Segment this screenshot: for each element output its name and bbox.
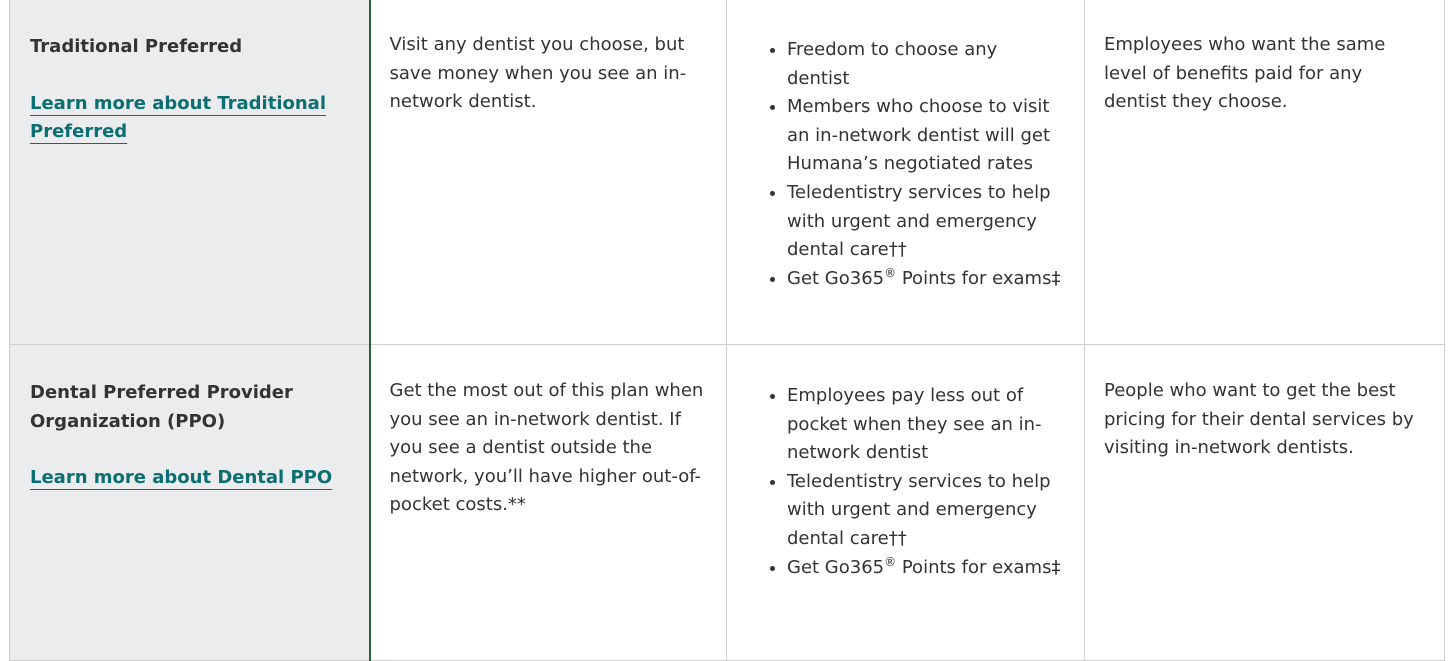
learn-more-dental-ppo-link[interactable]: Learn more about Dental PPO xyxy=(30,467,333,489)
plan-name-cell xyxy=(10,345,370,661)
go365-prefix: Get Go365 xyxy=(787,267,885,289)
feature-item: • Employees pay less out of pocket when they see an in-network dentist xyxy=(787,382,1064,468)
plan-title: Traditional Preferred xyxy=(30,36,243,57)
plan-link-wrapper xyxy=(30,464,349,493)
plan-description: Visit any dentist you choose, but save money when you see an in-network dentist. xyxy=(389,34,687,113)
plan-comparison-table-wrapper xyxy=(9,0,1444,661)
plan-audience-cell xyxy=(1085,0,1445,345)
feature-item: • Freedom to choose any dentist xyxy=(787,36,1064,93)
plan-audience: People who want to get the best pricing for their dental services by visiting in-network dentists. xyxy=(1104,380,1414,459)
go365-suffix: Points for exams‡ xyxy=(896,267,1061,289)
go365-suffix: Points for exams‡ xyxy=(896,556,1061,578)
plan-description-cell xyxy=(370,345,727,661)
plan-name-cell xyxy=(10,0,370,345)
registered-mark: ® xyxy=(884,554,897,569)
plan-features-list xyxy=(727,382,1064,582)
plan-comparison-table xyxy=(9,0,1445,661)
plan-title: Dental Preferred Provider Organization (PPO) xyxy=(30,382,293,432)
go365-prefix: Get Go365 xyxy=(787,556,885,578)
plan-features-list xyxy=(727,36,1064,293)
table-row xyxy=(10,0,1445,345)
plan-features-cell xyxy=(727,0,1085,345)
table-row xyxy=(10,345,1445,661)
feature-item: • Teledentistry services to help with urgent and emergency dental care†† xyxy=(787,468,1064,554)
feature-item-go365 xyxy=(787,265,1064,294)
plan-audience-cell xyxy=(1085,345,1445,661)
feature-item: • Teledentistry services to help with urgent and emergency dental care†† xyxy=(787,179,1064,265)
plan-link-wrapper xyxy=(30,90,349,147)
plan-description: Get the most out of this plan when you see an in-network dentist. If you see a dentist outside the network, you’ll have higher out-of-pocket costs.** xyxy=(389,380,704,516)
plan-description-cell xyxy=(370,0,727,345)
feature-item: • Members who choose to visit an in-network dentist will get Humana’s negotiated rates xyxy=(787,93,1064,179)
plan-features-cell xyxy=(727,345,1085,661)
plan-audience: Employees who want the same level of benefits paid for any dentist they choose. xyxy=(1104,34,1386,113)
registered-mark: ® xyxy=(884,265,897,280)
learn-more-traditional-preferred-link[interactable]: Learn more about Traditional Preferred xyxy=(30,92,326,143)
feature-item-go365 xyxy=(787,554,1064,583)
